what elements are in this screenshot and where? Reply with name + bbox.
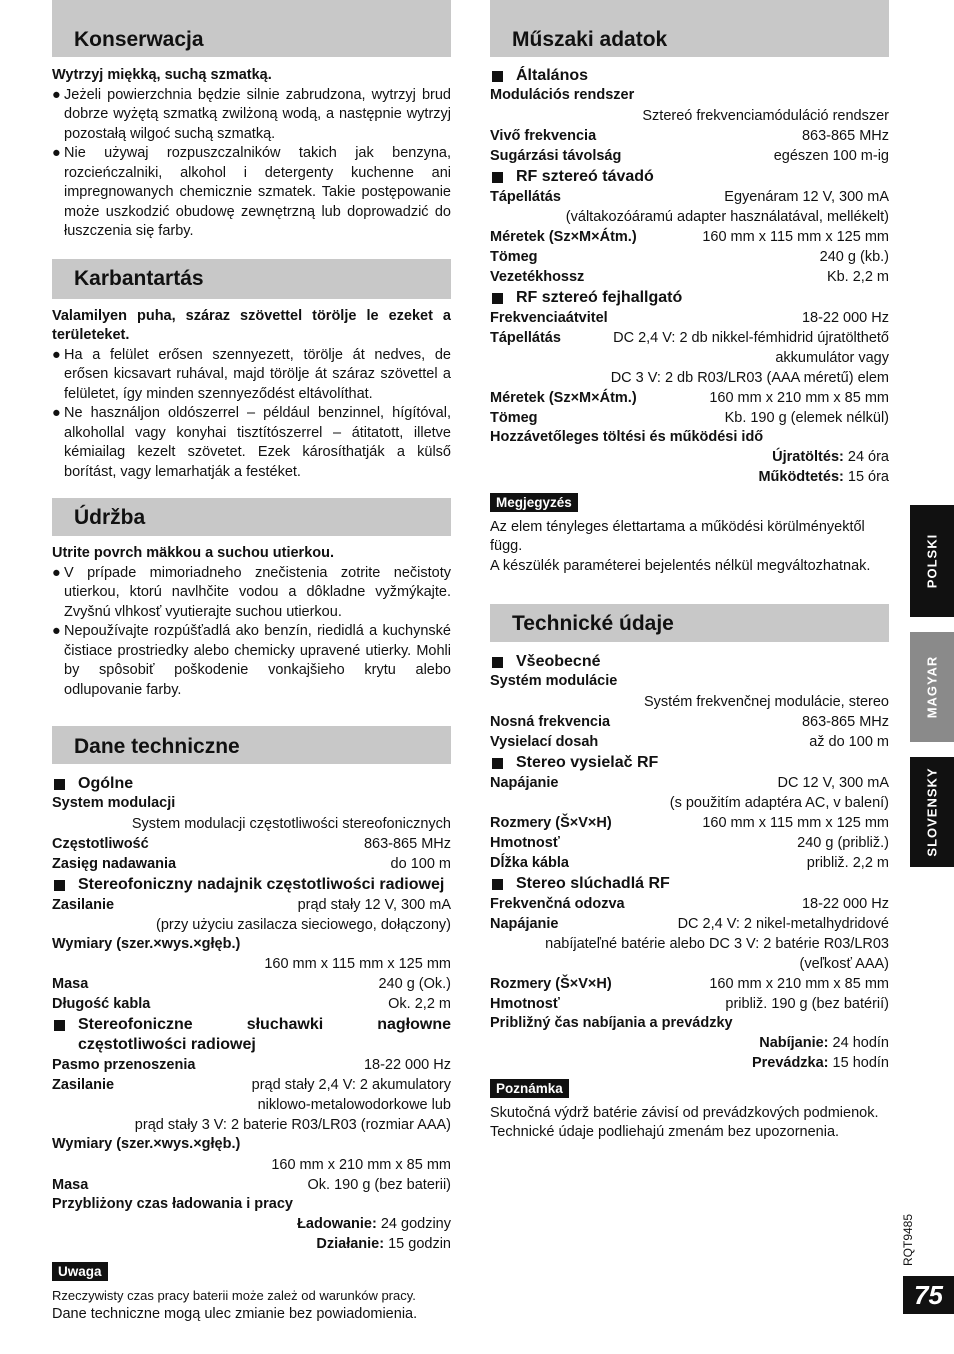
- subheading: [490, 167, 889, 187]
- bullet-text: Jeżeli powierzchnia będzie silnie zabrudzona, wytrzyj brud dobrze wyżętą szmatką zwilżoną wodą, a następnie wytrzyj pozostałą wilgoć suchą szmatką.: [64, 86, 451, 142]
- bullet-text: Nepoužívajte rozpúšťadlá ako benzín, riedidlá a kuchynské čistiace prostriedky alebo chemicky upravené utierky. Mohli by spôsobiť poškodenie vonkajšieho krytu alebo odlupovanie farby.: [64, 623, 451, 698]
- spec-value: 18-22 000 Hz: [801, 309, 889, 326]
- operation-label: Działanie:: [316, 1236, 385, 1252]
- spec-value: [52, 1234, 451, 1254]
- spec-label: Tápellátás: [490, 188, 561, 205]
- spec-label: Približný čas nabíjania a prevádzky: [490, 1014, 733, 1031]
- bullet-text: Ne használjon oldószerrel – például benzinnel, hígítóval, alkohollal vagy konyhai tisztítószerrel – átitatott, illetve kémiailag kezelt szövetet. Ezek károsíthatják a külső borítást, vagy lemarhatják a festéket.: [64, 405, 451, 480]
- left-column: [52, 0, 451, 1325]
- spec-value: prąd stały 3 V: 2 baterie R03/LR03 (rozmiar AAA): [134, 1117, 451, 1133]
- spec-label: Vysielací dosah: [490, 733, 599, 750]
- bullet-text: Ha a felület erősen szennyezett, törölje át nedves, de erősen kicsavart ruhával, majd törölje át száraz szövettel a felületet, így minden szennyeződést eltávolíthat.: [64, 346, 451, 402]
- spec-value: 160 mm x 210 mm x 85 mm: [709, 975, 889, 992]
- spec-label: Rozmery (Š×V×H): [490, 814, 612, 831]
- spec-value: [490, 1053, 889, 1073]
- spec-value: akkumulátor vagy: [775, 349, 889, 366]
- note-text: Dane techniczne mogą ulec zmianie bez powiadomienia.: [52, 1306, 418, 1322]
- spec-row: [490, 408, 889, 428]
- spec-label: Hmotnosť: [490, 995, 560, 1012]
- section-title-technicke-udaje: Technické údaje: [490, 604, 889, 642]
- spec-label: Systém modulácie: [490, 673, 618, 689]
- subheading: [52, 774, 451, 794]
- spec-value: [52, 1214, 451, 1234]
- karbantartas-body: [52, 307, 451, 483]
- tab-slovensky: [910, 757, 954, 867]
- spec-value: System modulacji częstotliwości stereofonicznych: [131, 815, 451, 832]
- spec-row: [52, 1175, 451, 1195]
- spec-label: Vezetékhossz: [490, 268, 585, 285]
- spec-value: DC 2,4 V: 2 db nikkel-fémhidrid újratölthető: [613, 329, 889, 346]
- spec-row: [490, 813, 889, 833]
- spec-value: 240 g (približ.): [797, 834, 889, 851]
- konserwacja-intro: Wytrzyj miękką, suchą szmatką.: [52, 67, 272, 83]
- tab-polski: [910, 505, 954, 617]
- spec-value: 863-865 MHz: [363, 835, 451, 852]
- subheading-text: Általános: [516, 67, 589, 84]
- spec-label: Modulációs rendszer: [490, 87, 635, 103]
- spec-row: [490, 247, 889, 267]
- spec-value: 160 mm x 210 mm x 85 mm: [709, 389, 889, 406]
- spec-value: DC 3 V: 2 db R03/LR03 (AAA méretű) elem: [610, 369, 889, 386]
- note-text: Az elem tényleges élettartama a működési körülményektől függ.: [490, 518, 865, 554]
- note-block: [490, 493, 889, 514]
- spec-label: Vivő frekvencia: [490, 127, 597, 144]
- spec-label: Nosná frekvencia: [490, 713, 611, 730]
- spec-label: Dĺžka kábla: [490, 854, 569, 871]
- spec-value: niklowo-metalowodorkowe lub: [257, 1097, 451, 1113]
- konserwacja-body: [52, 66, 451, 242]
- note-block: [490, 1079, 889, 1100]
- spec-row: [490, 146, 889, 166]
- spec-row: [490, 227, 889, 247]
- spec-value: egészen 100 m-ig: [773, 147, 889, 164]
- spec-row: [52, 1075, 451, 1095]
- spec-row: [490, 994, 889, 1014]
- spec-label: System modulacji: [52, 795, 176, 811]
- spec-label: Tömeg: [490, 248, 538, 265]
- subheading-text: Ogólne: [78, 775, 134, 792]
- spec-value: Sztereó frekvenciamóduláció rendszer: [642, 107, 889, 124]
- list-item: ● Ne használjon oldószerrel – például benzinnel, hígítóval, alkohollal vagy konyhai tisztítószerrel – átitatott, illetve kémiailag kezelt szövetet. Ezek károsíthatják a külső borítást, vagy lemarhatják a festéket.: [52, 405, 451, 480]
- tab-label: SLOVENSKY: [924, 767, 940, 857]
- list-item: ● V prípade mimoriadneho znečistenia zotrite nečistoty utierkou, ktorú navlhčite vodou a dôkladne vyžmýkajte. Zvyšnú vlhkosť vyutierajte suchou utierkou.: [52, 564, 451, 620]
- note-tag: Megjegyzés: [490, 493, 578, 512]
- list-item: ● Nepoužívajte rozpúšťadlá ako benzín, riedidlá a kuchynské čistiace prostriedky alebo chemicky upravené utierky. Mohli by spôsobiť poškodenie vonkajšieho krytu alebo odlupovanie farby.: [52, 623, 451, 698]
- spec-row: [490, 773, 889, 793]
- subheading: [52, 1015, 451, 1055]
- subheading-text: RF sztereó távadó: [516, 167, 654, 185]
- spec-label: Zasięg nadawania: [52, 855, 177, 872]
- udrzba-intro: Utrite povrch mäkkou a suchou utierkou.: [52, 545, 334, 561]
- technicke-udaje-body: [490, 652, 889, 1143]
- spec-value: 160 mm x 210 mm x 85 mm: [271, 1156, 451, 1173]
- charge-value: 24 godziny: [380, 1216, 451, 1232]
- spec-label: Długość kabla: [52, 996, 151, 1012]
- spec-row: [52, 974, 451, 994]
- spec-label: Hmotnosť: [490, 834, 560, 851]
- subheading-text: Stereofoniczne słuchawki nagłowne częstotliwości radiowej: [78, 1016, 451, 1053]
- spec-row: [490, 712, 889, 732]
- spec-label: Pasmo przenoszenia: [52, 1057, 196, 1073]
- muszaki-adatok-body: [490, 66, 889, 576]
- spec-row: [490, 267, 889, 287]
- spec-label: Masa: [52, 976, 89, 992]
- spec-label: Masa: [52, 1176, 89, 1193]
- note-tag: Poznámka: [490, 1079, 569, 1098]
- spec-value: nabíjateľné batérie alebo DC 3 V: 2 batérie R03/LR03: [545, 935, 889, 952]
- udrzba-body: [52, 544, 451, 700]
- list-item: ● Jeżeli powierzchnia będzie silnie zabrudzona, wytrzyj brud dobrze wyżętą szmatką zwilżoną wodą, a następnie wytrzyj pozostałą wilgoć suchą szmatką.: [52, 86, 451, 142]
- subheading: [490, 753, 889, 773]
- operation-label: Prevádzka:: [751, 1055, 829, 1071]
- operation-value: 15 hodín: [832, 1055, 889, 1071]
- spec-row: [52, 1055, 451, 1075]
- spec-value: Kb. 2,2 m: [826, 268, 889, 285]
- spec-value: 18-22 000 Hz: [801, 895, 889, 912]
- note-text: A készülék paraméterei bejelentés nélkül megváltozhatnak.: [490, 557, 871, 574]
- section-title-muszaki-adatok: Műszaki adatok: [490, 0, 889, 57]
- charge-label: Újratöltés:: [772, 449, 844, 465]
- spec-value: 18-22 000 Hz: [363, 1057, 451, 1073]
- spec-row: [490, 328, 889, 348]
- spec-label: Częstotliwość: [52, 835, 149, 852]
- note-block: [52, 1262, 451, 1283]
- spec-label: Méretek (Sz×M×Átm.): [490, 389, 637, 406]
- operation-value: 15 óra: [847, 469, 889, 485]
- subheading: [490, 874, 889, 894]
- subheading-text: Stereo slúchadlá RF: [516, 874, 670, 892]
- note-tag: Uwaga: [52, 1262, 108, 1281]
- subheading-text: Stereo vysielač RF: [516, 753, 659, 771]
- spec-row: [490, 894, 889, 914]
- spec-row: [52, 854, 451, 874]
- charge-label: Nabíjanie:: [759, 1035, 829, 1051]
- spec-row: [490, 732, 889, 752]
- spec-value: [490, 467, 889, 487]
- spec-row: [490, 914, 889, 934]
- charge-value: 24 óra: [847, 449, 889, 465]
- spec-row: [490, 187, 889, 207]
- spec-value: Kb. 190 g (elemek nélkül): [724, 409, 889, 426]
- spec-row: [52, 834, 451, 854]
- spec-row: [490, 833, 889, 853]
- section-title-dane-techniczne: Dane techniczne: [52, 726, 451, 764]
- spec-row: [490, 388, 889, 408]
- spec-value: Ok. 190 g (bez baterii): [307, 1176, 451, 1193]
- spec-label: Méretek (Sz×M×Átm.): [490, 228, 637, 245]
- spec-label: Napájanie: [490, 774, 559, 791]
- spec-row: [52, 895, 451, 915]
- spec-value: približ. 190 g (bez batérií): [725, 995, 889, 1012]
- spec-label: Wymiary (szer.×wys.×głęb.): [52, 935, 241, 952]
- subheading: [52, 875, 451, 895]
- subheading: [490, 652, 889, 672]
- section-title-konserwacja: Konserwacja: [52, 0, 451, 57]
- spec-label: Rozmery (Š×V×H): [490, 975, 612, 992]
- tab-label: POLSKI: [924, 533, 940, 589]
- subheading-text: Všeobecné: [516, 653, 601, 670]
- spec-value: do 100 m: [390, 855, 451, 872]
- spec-value: DC 12 V, 300 mA: [777, 774, 889, 791]
- spec-label: Przybliżony czas ładowania i pracy: [52, 1195, 293, 1212]
- page-number: 75: [903, 1276, 954, 1314]
- spec-value: [490, 1033, 889, 1053]
- right-column: [490, 0, 889, 1143]
- spec-label: Napájanie: [490, 915, 559, 932]
- spec-value: [490, 447, 889, 467]
- section-title-karbantartas: Karbantartás: [52, 259, 451, 299]
- spec-value: 240 g (Ok.): [378, 976, 451, 992]
- spec-value: 160 mm x 115 mm x 125 mm: [702, 814, 889, 831]
- list-item: ● Nie używaj rozpuszczalników takich jak benzyna, rozcieńczalniki, alkohol i detergenty kuchenne ani impregnowanych chemicznie szmatek. Takie postępowanie może uszkodzić obudowę zewnętrzną lub doprowadzić do łuszczenia się farby.: [52, 145, 451, 239]
- spec-row: [490, 974, 889, 994]
- spec-label: Tápellátás: [490, 329, 561, 346]
- document-code: [898, 1210, 918, 1270]
- spec-label: Hozzávetőleges töltési és működési idő: [490, 428, 764, 445]
- bullet-text: V prípade mimoriadneho znečistenia zotrite nečistoty utierkou, ktorú navlhčite vodou a dôkladne vyžmýkajte. Zvyšnú vlhkosť vyutierajte suchou utierkou.: [64, 564, 451, 620]
- spec-value: 160 mm x 115 mm x 125 mm: [264, 956, 451, 972]
- spec-value: DC 2,4 V: 2 nikel-metalhydridové: [677, 915, 889, 932]
- subheading: [490, 66, 889, 86]
- spec-label: Sugárzási távolság: [490, 147, 622, 164]
- spec-row: [490, 308, 889, 328]
- spec-row: [52, 994, 451, 1014]
- operation-value: 15 godzin: [388, 1236, 451, 1252]
- spec-label: Wymiary (szer.×wys.×głęb.): [52, 1136, 241, 1152]
- charge-value: 24 hodín: [832, 1035, 889, 1051]
- spec-value: Ok. 2,2 m: [388, 996, 451, 1012]
- spec-value: približ. 2,2 m: [806, 854, 889, 871]
- document-code-text: RQT9485: [901, 1213, 915, 1267]
- spec-value: prąd stały 2,4 V: 2 akumulatory: [251, 1077, 451, 1093]
- spec-label: Frekvenciaátvitel: [490, 309, 608, 326]
- dane-techniczne-body: [52, 774, 451, 1325]
- bullet-text: Nie używaj rozpuszczalników takich jak benzyna, rozcieńczalniki, alkohol i detergenty kuchenne ani impregnowanych chemicznie szmatek. Takie postępowanie może uszkodzić obudowę zewnętrzną lub doprowadzić do łuszczenia się farby.: [64, 145, 451, 239]
- tab-label: MAGYAR: [924, 655, 940, 719]
- spec-label: Tömeg: [490, 409, 538, 426]
- spec-value: (przy użyciu zasilacza sieciowego, dołączony): [156, 916, 451, 933]
- spec-value: 240 g (kb.): [819, 248, 889, 265]
- subheading-text: Stereofoniczny nadajnik częstotliwości radiowej: [78, 875, 445, 893]
- tab-magyar: [910, 632, 954, 742]
- spec-label: Frekvenčná odozva: [490, 895, 625, 912]
- spec-value: prąd stały 12 V, 300 mA: [297, 896, 451, 913]
- spec-value: až do 100 m: [809, 733, 889, 750]
- spec-label: Zasilanie: [52, 896, 115, 913]
- subheading: [490, 288, 889, 308]
- spec-row: [490, 126, 889, 146]
- spec-row: [490, 853, 889, 873]
- spec-label: Zasilanie: [52, 1077, 115, 1093]
- operation-label: Működtetés:: [758, 469, 844, 485]
- charge-label: Ładowanie:: [297, 1216, 377, 1232]
- spec-value: (s použitím adaptéra AC, v balení): [669, 794, 889, 811]
- list-item: ● Ha a felület erősen szennyezett, törölje át nedves, de erősen kicsavart ruhával, majd törölje át száraz szövettel a felületet, így minden szennyeződést eltávolíthat.: [52, 346, 451, 402]
- note-text: Technické údaje podliehajú zmenám bez upozornenia.: [490, 1124, 840, 1140]
- note-text: Skutočná výdrž batérie závisí od prevádzkových podmienok.: [490, 1104, 879, 1121]
- spec-value: 863-865 MHz: [801, 713, 889, 730]
- spec-value: (veľkosť AAA): [799, 955, 889, 972]
- spec-value: Egyenáram 12 V, 300 mA: [724, 188, 889, 205]
- spec-value: 160 mm x 115 mm x 125 mm: [702, 228, 889, 245]
- spec-value: Systém frekvenčnej modulácie, stereo: [644, 693, 889, 710]
- section-title-udrzba: Údržba: [52, 498, 451, 536]
- spec-value: (váltakozóáramú adapter használatával, mellékelt): [565, 208, 889, 225]
- note-text: Rzeczywisty czas pracy baterii może zależ od warunków pracy.: [52, 1287, 416, 1303]
- subheading-text: RF sztereó fejhallgató: [516, 288, 683, 306]
- karbantartas-intro: Valamilyen puha, száraz szövettel törölje le ezeket a területeket.: [52, 307, 451, 343]
- spec-value: 863-865 MHz: [801, 127, 889, 144]
